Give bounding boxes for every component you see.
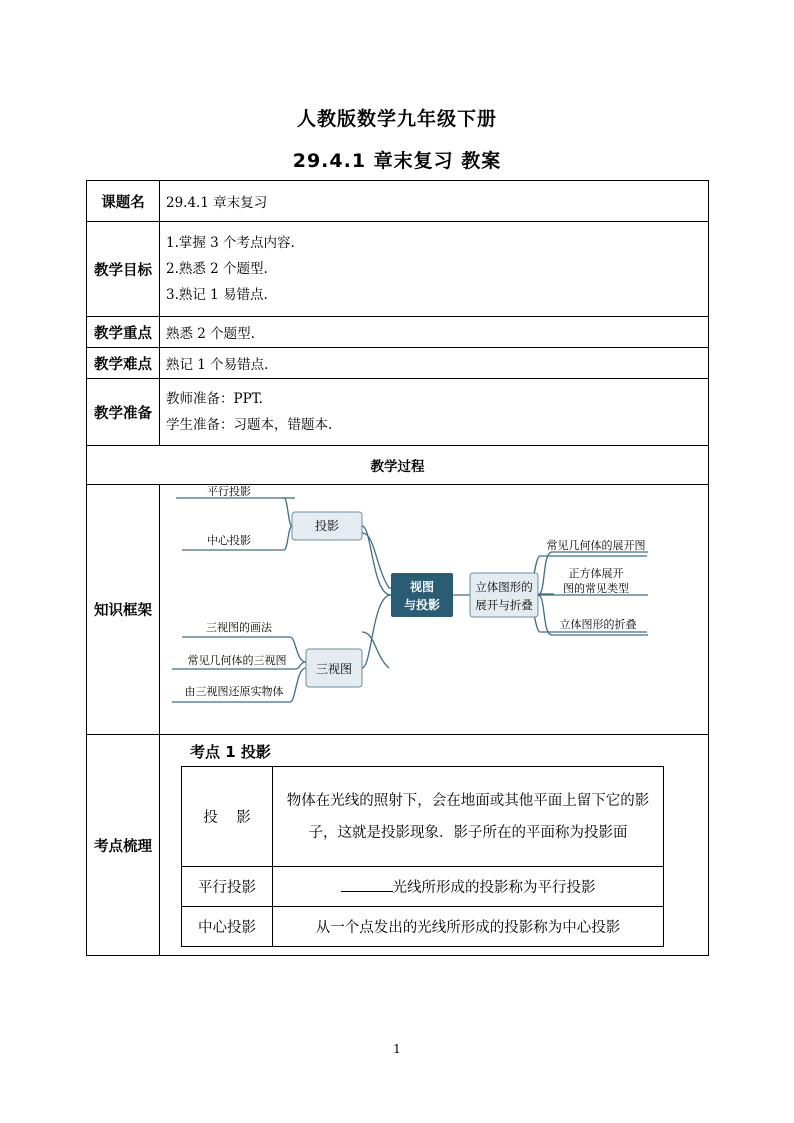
difficulty-label: 教学难点 — [87, 348, 160, 379]
row-framework — [87, 485, 709, 735]
node-projection-label: 投影 — [314, 518, 340, 533]
row-key-point — [87, 317, 709, 348]
difficulty-value: 熟记 1 个易错点. — [160, 348, 709, 379]
framework-cell — [160, 485, 709, 735]
exam-points-cell — [160, 735, 709, 956]
leaf-cube-net-line2: 图的常见类型 — [563, 581, 629, 595]
row-exam-points — [87, 735, 709, 956]
exam-row-content: 物体在光线的照射下，会在地面或其他平面上留下它的影子，这就是投影现象．影子所在的平面称为投影面 — [273, 767, 664, 867]
exam-row-label: 平行投影 — [182, 867, 273, 907]
exam-points-label: 考点梳理 — [87, 735, 160, 956]
exam-row — [182, 867, 664, 907]
leaf-cube-net-line1: 正方体展开 — [568, 566, 624, 580]
knowledge-mindmap — [160, 486, 697, 734]
projection-table — [181, 766, 664, 947]
node-three-view-label: 三视图 — [315, 661, 353, 676]
framework-label: 知识框架 — [87, 485, 160, 735]
row-process — [87, 446, 709, 485]
objectives-value — [160, 222, 709, 317]
mindmap-graphic — [160, 486, 697, 734]
exam-row-content-text: 光线所形成的投影称为平行投影 — [392, 880, 596, 896]
fill-blank[interactable] — [341, 877, 393, 892]
node-solid-line2: 展开与折叠 — [475, 597, 533, 612]
leaf-tv-common: 常见几何体的三视图 — [187, 653, 287, 667]
lesson-plan-table — [86, 180, 709, 956]
key-point-label: 教学重点 — [87, 317, 160, 348]
exam-point-heading: 考点 1 投影 — [190, 743, 271, 761]
leaf-tv-restore: 由三视图还原实物体 — [184, 684, 284, 698]
process-heading: 教学过程 — [87, 446, 709, 485]
preparation-line: 学生准备：习题本，错题本. — [166, 417, 333, 433]
exam-row-label: 中心投影 — [182, 907, 273, 947]
course-name-label: 课题名 — [87, 181, 160, 222]
row-objectives — [87, 222, 709, 317]
exam-row-content: 从一个点发出的光线所形成的投影称为中心投影 — [273, 907, 664, 947]
row-difficulty — [87, 348, 709, 379]
page-number: 1 — [393, 1042, 401, 1056]
key-point-value: 熟悉 2 个题型. — [160, 317, 709, 348]
node-center-line1: 视图 — [409, 579, 435, 594]
leaf-folding: 立体图形的折叠 — [559, 617, 637, 631]
objectives-label: 教学目标 — [87, 222, 160, 317]
course-name-value: 29.4.1 章末复习 — [160, 181, 709, 222]
objective-line: 1.掌握 3 个考点内容. — [166, 235, 295, 251]
document-title: 人教版数学九年级下册 — [296, 108, 497, 130]
objective-line: 3.熟记 1 易错点. — [166, 287, 268, 303]
preparation-label: 教学准备 — [87, 379, 160, 446]
leaf-net-common: 常见几何体的展开图 — [546, 538, 646, 552]
leaf-parallel: 平行投影 — [207, 485, 251, 498]
row-course-name — [87, 181, 709, 222]
exam-row-content — [273, 867, 664, 907]
node-solid-line1: 立体图形的 — [475, 579, 533, 594]
preparation-line: 教师准备：PPT. — [166, 391, 263, 407]
document-subtitle: 29.4.1 章末复习 教案 — [292, 150, 502, 172]
exam-row — [182, 907, 664, 947]
row-preparation — [87, 379, 709, 446]
leaf-central: 中心投影 — [207, 533, 251, 547]
objective-line: 2.熟悉 2 个题型. — [166, 261, 268, 277]
preparation-value — [160, 379, 709, 446]
exam-row — [182, 767, 664, 867]
node-center-line2: 与投影 — [403, 597, 441, 612]
leaf-tv-drawing: 三视图的画法 — [206, 620, 272, 634]
exam-row-label: 投 影 — [182, 767, 273, 867]
